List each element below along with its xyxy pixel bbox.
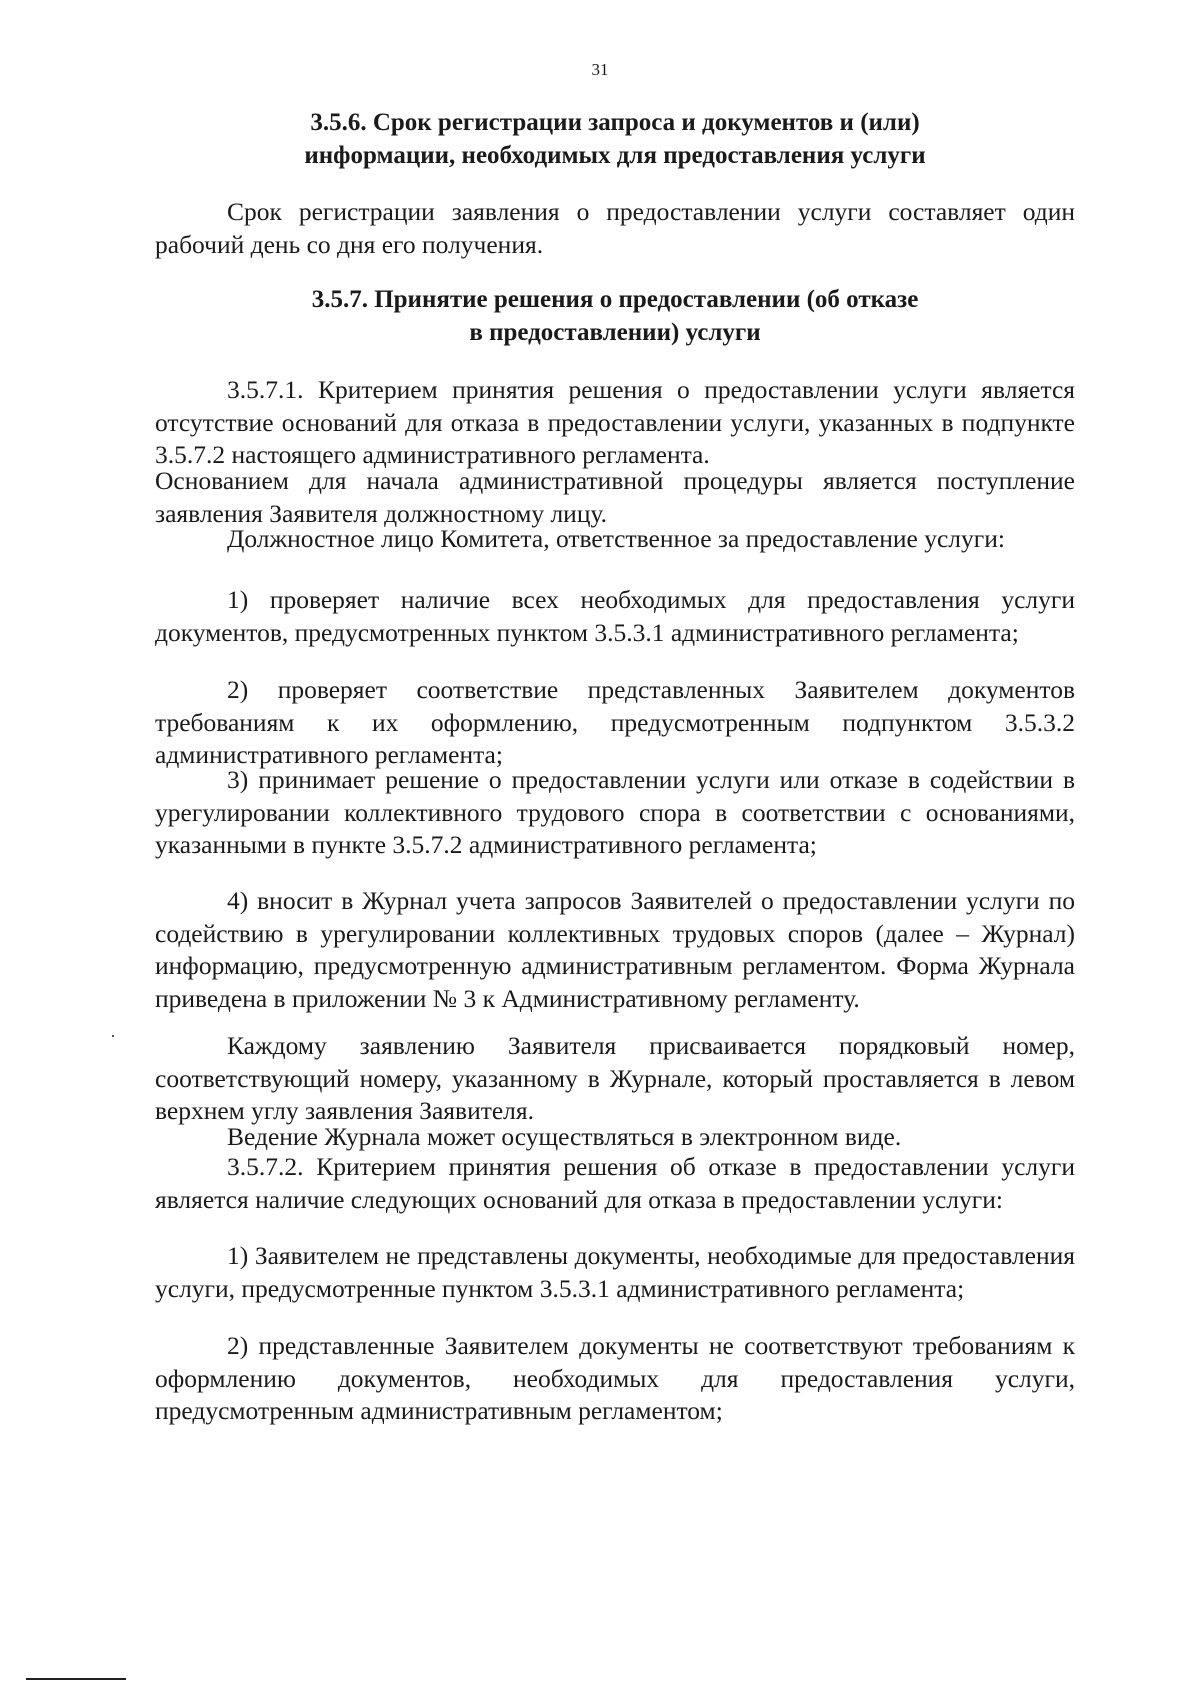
heading-line: 3.5.6. Срок регистрации запроса и документов и (или) (310, 109, 920, 136)
refusal-ground-1: 1) Заявителем не представлены документы, необходимые для предоставления услуги, предусмотренные пунктом 3.5.3.1 административного регламента; (155, 1241, 1075, 1303)
refusal-ground-2: 2) представленные Заявителем документы не соответствуют требованиям к оформлению документов, необходимых для предоставления услуги, предусмотренным административным регламентом; (155, 1331, 1075, 1425)
list-item-4: 4) вносит в Журнал учета запросов Заявителей о предоставлении услуги по содействию в урегулировании коллективных трудовых споров (далее – Журнал) информацию, предусмотренную административным регламентом. Форма Журнала приведена в приложении № 3 к Административному регламенту. (155, 886, 1075, 1013)
page-number: 31 (591, 60, 609, 79)
heading-line: информации, необходимых для предоставления услуги (304, 142, 926, 169)
registration-term-paragraph: Срок регистрации заявления о предоставлении услуги составляет один рабочий день со дня его получения. (155, 197, 1075, 259)
list-item-3: 3) принимает решение о предоставлении услуги или отказе в содействии в урегулировании коллективного трудового спора в соответствии с основаниями, указанными в пункте 3.5.7.2 административного регламента; (155, 765, 1075, 859)
list-item-2: 2) проверяет соответствие представленных Заявителем документов требованиям к их оформлению, предусмотренным подпунктом 3.5.3.2 административного регламента; (155, 675, 1075, 769)
section-3-5-6-heading (150, 106, 1080, 172)
numbering-paragraph: Каждому заявлению Заявителя присваивается порядковый номер, соответствующий номеру, указанному в Журнале, который проставляется в левом верхнем углу заявления Заявителя. (155, 1031, 1075, 1125)
list-item-1: 1) проверяет наличие всех необходимых для предоставления услуги документов, предусмотренных пунктом 3.5.3.1 административного регламента; (155, 585, 1075, 647)
electronic-journal-paragraph: Ведение Журнала может осуществляться в электронном виде. (227, 1122, 902, 1151)
footnote-rule (26, 1678, 126, 1680)
basis-paragraph: Основанием для начала административной процедуры является поступление заявления Заявителя должностному лицу. (155, 466, 1075, 528)
scan-speck (112, 1035, 114, 1037)
section-3-5-7-heading (150, 283, 1080, 349)
official-paragraph: Должностное лицо Комитета, ответственное за предоставление услуги: (227, 524, 1005, 553)
heading-line: в предоставлении) услуги (469, 319, 761, 346)
paragraph-3-5-7-1: 3.5.7.1. Критерием принятия решения о предоставлении услуги является отсутствие оснований для отказа в предоставлении услуги, указанных в подпункте 3.5.7.2 настоящего административного регламента. (155, 375, 1075, 469)
heading-line: 3.5.7. Принятие решения о предоставлении (об отказе (311, 286, 919, 313)
paragraph-3-5-7-2: 3.5.7.2. Критерием принятия решения об отказе в предоставлении услуги является наличие следующих оснований для отказа в предоставлении услуги: (155, 1152, 1075, 1214)
